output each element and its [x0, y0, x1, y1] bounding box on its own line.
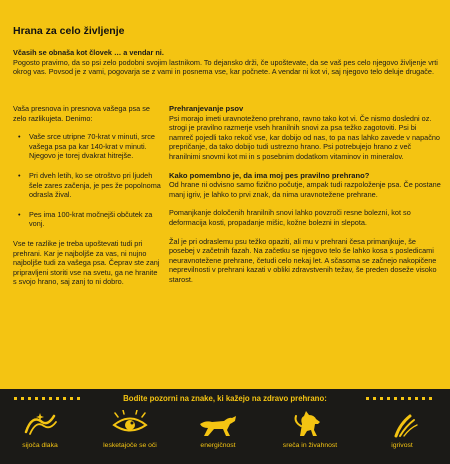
intro-body: Pogosto pravimo, da so psi zelo podobni svojim lastnikom. To dejansko drži, če upoštevate, da se vaš pes celo njegovo življenje vrti okrog vas. Povsod je z vami, pogovarja se z vami in posnema vse, kar počnete. A vendar ni kot vi, saj njegovo telo deluje drugače.	[13, 57, 438, 77]
signs-band-title: Bodite pozorni na znake, ki kažejo na zdravo prehrano:	[123, 394, 327, 403]
fact-item-heart: • Vaše srce utripne 70-krat v minuti, srce vašega psa pa kar 140-krat v minuti. Njegovo je torej dvakrat hitrejše.	[13, 132, 161, 161]
right-paragraph-4: Žal je pri odraslemu psu težko opaziti, ali mu v prehrani česa primanjkuje, še posebej v začetnih fazah. Na začetku se njegovo telo še lahko kosa s posledicami neuravnotežene prehrane, četudi celo nekaj let. A sčasoma se začnejo nakopičene neprevilnosti v prehrani kazati v obliki zdravstvenih težav, še preden doseže visoko starost.	[169, 236, 437, 284]
fact-item-smell: • Pes ima 100-krat močnejši občutek za vonj.	[13, 210, 161, 229]
feature-bright-eyes	[90, 410, 170, 449]
right-paragraph-1: Psi morajo imeti uravnoteženo prehrano, ravno tako kot vi. Če nismo dosledni oz. strogi je pravilno razmerje vseh hranilnih snovi za psa težko zagotoviti. Psi bi namreč pojedli tako rekoč vse, kar dobijo od nas, to pa nas lahko zavede v napačno prepričanje, da tako dobijo tudi ustrezno hrano. Psi potrebujejo hrano z več hranilnimi snovmi kot mi in s posebnim dodatkom vitaminov in mineralov.	[169, 113, 440, 161]
wagging-tail-icon	[382, 410, 422, 438]
running-dog-icon	[196, 410, 240, 438]
intro-section	[13, 48, 443, 77]
feature-label: sijoča dlaka	[22, 442, 58, 449]
left-paragraph-1: Vaša presnova in presnova vašega psa se zelo razlikujeta. Denimo:	[13, 104, 150, 123]
section-heading-importance: Kako pomembno je, da ima moj pes pravilno prehrano?	[169, 170, 370, 180]
feature-energy	[178, 410, 258, 449]
right-column	[169, 104, 441, 294]
feature-label: sreča in živahnost	[282, 442, 338, 449]
dashed-divider-right	[366, 397, 436, 400]
facts-list	[13, 132, 161, 229]
feature-label: lesketajoče se oči	[103, 442, 157, 449]
right-paragraph-2: Od hrane ni odvisno samo fizično počutje, ampak tudi razpoloženje psa. Če postane manj igriv, je lahko to prvi znak, da nima uravnotežene prehrane.	[169, 180, 441, 199]
feature-shiny-coat	[0, 410, 80, 449]
section-heading-nutrition: Prehranjevanje psov	[169, 104, 244, 113]
page-title: Hrana za celo življenje	[13, 25, 125, 37]
feature-playfulness	[362, 410, 442, 449]
bright-eye-icon	[110, 410, 150, 438]
intro-lead: Včasih se obnaša kot človek … a vendar ni.	[13, 48, 164, 57]
feature-happiness	[270, 410, 350, 449]
feature-label: energičnost	[200, 442, 236, 449]
feature-label: igrivost	[391, 442, 413, 449]
right-paragraph-3: Pomanjkanje določenih hranilnih snovi lahko povzroči resne bolezni, kot so deformacija kosti, propadanje mišic, kožne bolezni in slepota.	[169, 208, 411, 227]
left-column	[13, 104, 161, 296]
happy-dog-icon	[290, 410, 330, 438]
shiny-coat-icon	[20, 410, 60, 438]
left-paragraph-2: Vse te razlike je treba upoštevati tudi pri prehrani. Kar je najboljše za vas, ni nujno najboljše tudi za vašega psa. Čeprav ste zanj pripravljeni storiti vse na svetu, ga ne hranite s svojo hrano, saj zanj to ni dobro.	[13, 238, 160, 287]
fact-item-age: • Pri dveh letih, ko se otroštvo pri ljudeh šele zares začenja, je pes že popolnoma odrasla žival.	[13, 171, 161, 200]
